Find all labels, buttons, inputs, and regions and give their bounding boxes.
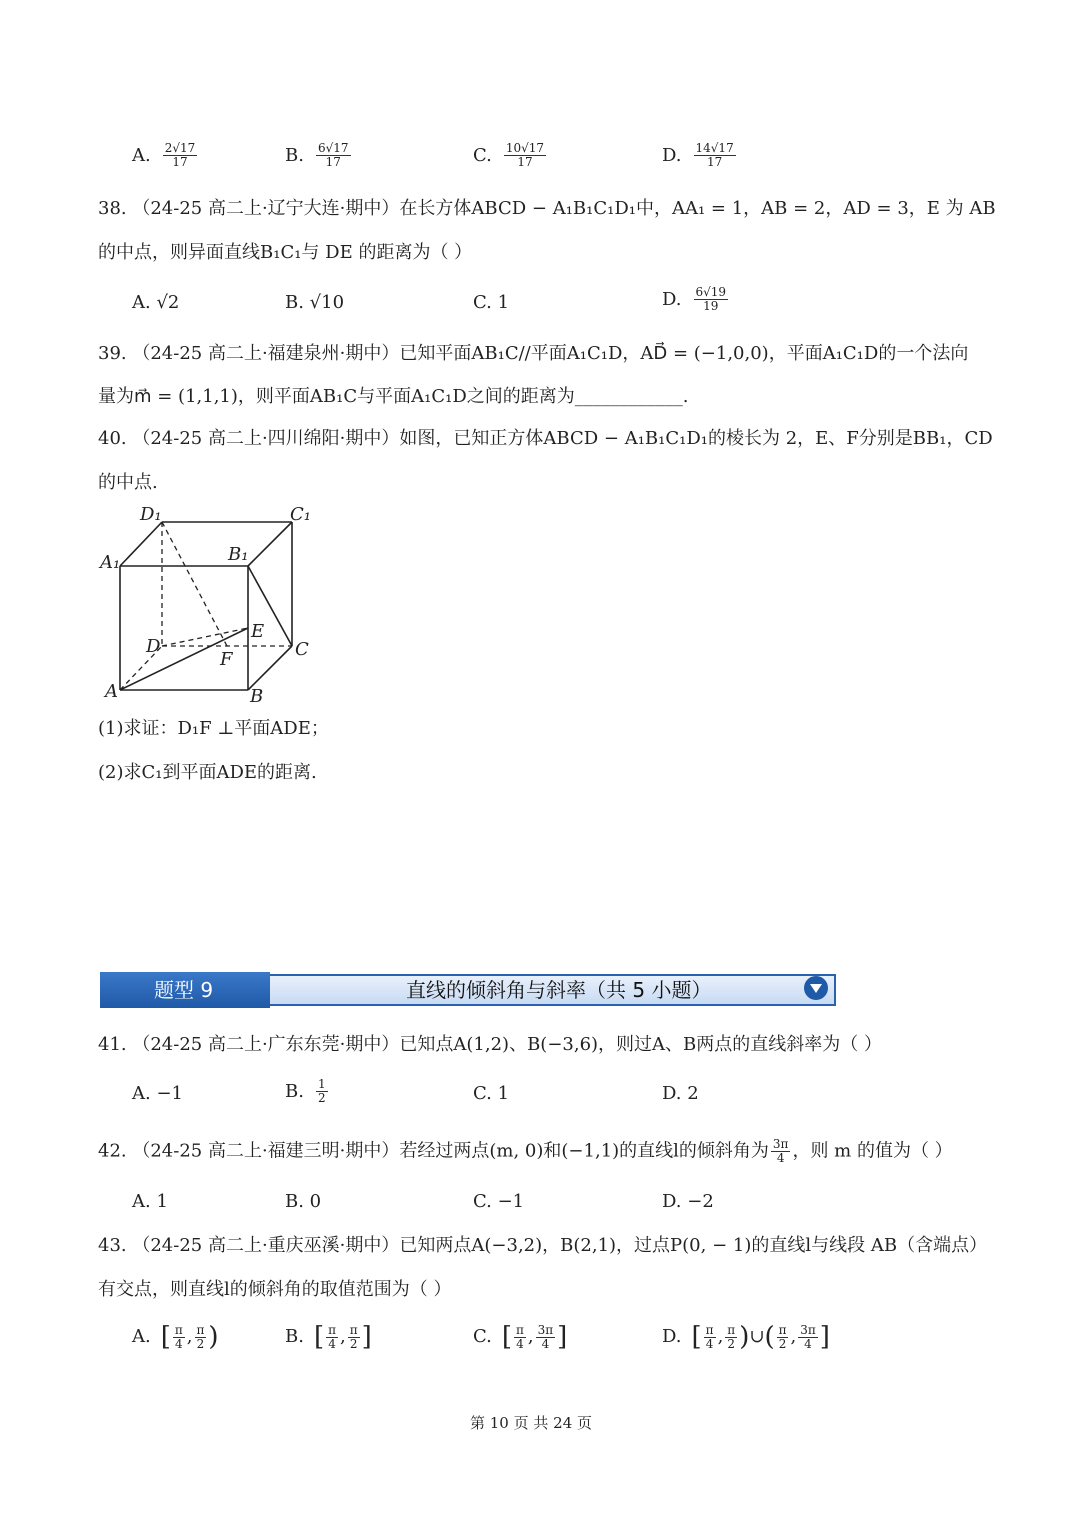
label-d: D bbox=[146, 636, 161, 657]
fraction: $\frac{3\pi}{4}$ bbox=[772, 1137, 789, 1165]
fraction: $\frac{\pi}{4}$ bbox=[174, 1322, 183, 1351]
label-c1: C₁ bbox=[290, 504, 311, 525]
q41-option-d: D. 2 bbox=[662, 1083, 699, 1104]
fraction: $\frac{3\pi}{4}$ bbox=[800, 1322, 816, 1351]
fraction: $\frac{14√17}{17}$ bbox=[695, 141, 734, 169]
page-footer: 第 10 页 共 24 页 bbox=[470, 1414, 593, 1432]
q43-option-d: D. [ $\frac{\pi}{4}$ , $\frac{\pi}{2}$ )∪( $\frac{\pi}{2}$ , $\frac{3\pi}{4}$ ] bbox=[662, 1322, 830, 1352]
fraction: $\frac{\pi}{4}$ bbox=[705, 1322, 714, 1351]
edge-bc bbox=[248, 646, 292, 690]
label-b1: B₁ bbox=[228, 544, 249, 565]
q43-option-b: B. [ $\frac{\pi}{4}$ , $\frac{\pi}{2}$ ] bbox=[285, 1322, 372, 1352]
q43-stem-line2: 有交点，则直线l的倾斜角的取值范围为（ ） bbox=[98, 1279, 452, 1300]
fraction: $\frac{2√17}{17}$ bbox=[164, 141, 196, 169]
fraction: $\frac{\pi}{4}$ bbox=[328, 1322, 336, 1351]
fraction: $\frac{\pi}{2}$ bbox=[778, 1322, 787, 1351]
banner-label: 题型 9 bbox=[100, 972, 270, 1008]
q40-part2: (2)求C₁到平面ADE的距离. bbox=[98, 762, 317, 783]
banner-title: 直线的倾斜角与斜率（共 5 小题） bbox=[260, 974, 836, 1006]
fraction: $\frac{1}{2}$ bbox=[317, 1077, 326, 1105]
q38-option-c: C. 1 bbox=[473, 292, 510, 313]
q43-stem-line1: 43. （24-25 高二上·重庆巫溪·期中）已知两点A(−3,2)，B(2,1)，过点P(0, − 1)的直线l与线段 AB（含端点） bbox=[98, 1235, 988, 1256]
edge-b1c1 bbox=[248, 522, 292, 566]
label-a: A bbox=[105, 681, 118, 702]
label-b: B bbox=[250, 686, 264, 707]
q42-option-a: A. 1 bbox=[132, 1191, 168, 1212]
fraction: $\frac{6√19}{19}$ bbox=[695, 285, 727, 313]
label-a1: A₁ bbox=[100, 552, 121, 573]
q43-option-a: A. [ $\frac{\pi}{4}$ , $\frac{\pi}{2}$ ) bbox=[132, 1322, 219, 1352]
label-d1: D₁ bbox=[140, 504, 162, 525]
q38-option-a: A. √2 bbox=[132, 292, 180, 313]
edge-a1d1 bbox=[120, 522, 162, 566]
q37-option-d: D. $\frac{14√17}{17}$ bbox=[662, 141, 734, 169]
q39-stem-line2: 量为m⃗ = (1,1,1)，则平面AB₁C与平面A₁C₁D之间的距离为____________. bbox=[98, 386, 689, 407]
q39-stem-line1: 39. （24-25 高二上·福建泉州·期中）已知平面AB₁C//平面A₁C₁D，AD⃗ = (−1,0,0)，平面A₁C₁D的一个法向 bbox=[98, 343, 969, 364]
fraction: $\frac{10√17}{17}$ bbox=[505, 141, 545, 169]
q38-option-b: B. √10 bbox=[285, 292, 345, 313]
q37-option-c: C. $\frac{10√17}{17}$ bbox=[473, 141, 545, 169]
segment-de-hidden bbox=[162, 628, 248, 646]
fraction: $\frac{3\pi}{4}$ bbox=[537, 1322, 554, 1351]
q40-stem-line2: 的中点. bbox=[98, 472, 158, 493]
segment-d1f-hidden bbox=[162, 522, 227, 646]
label-f: F bbox=[220, 649, 233, 670]
q38-stem-line2: 的中点，则异面直线B₁C₁与 DE 的距离为（ ） bbox=[98, 242, 473, 263]
q38-stem-line1: 38. （24-25 高二上·辽宁大连·期中）在长方体ABCD − A₁B₁C₁D₁中，AA₁ = 1，AB = 2，AD = 3，E 为 AB bbox=[98, 198, 996, 219]
q37-option-b: B. $\frac{6√17}{17}$ bbox=[285, 141, 349, 169]
section-banner bbox=[100, 972, 836, 1008]
chevron-down-icon bbox=[804, 976, 828, 1000]
q42-option-c: C. −1 bbox=[473, 1191, 525, 1212]
fraction: $\frac{\pi}{2}$ bbox=[196, 1322, 205, 1351]
label-e: E bbox=[251, 621, 265, 642]
fraction: $\frac{\pi}{2}$ bbox=[727, 1322, 736, 1351]
cube-figure bbox=[96, 500, 326, 710]
q42-option-d: D. −2 bbox=[662, 1191, 714, 1212]
q40-stem-line1: 40. （24-25 高二上·四川绵阳·期中）如图，已知正方体ABCD − A₁B₁C₁D₁的棱长为 2，E、F分别是BB₁，CD bbox=[98, 428, 993, 449]
q42-option-b: B. 0 bbox=[285, 1191, 322, 1212]
q41-stem: 41. （24-25 高二上·广东东莞·期中）已知点A(1,2)、B(−3,6)，则过A、B两点的直线斜率为（ ） bbox=[98, 1034, 882, 1055]
q41-option-c: C. 1 bbox=[473, 1083, 510, 1104]
fraction: $\frac{\pi}{2}$ bbox=[349, 1322, 358, 1351]
q42-stem: 42. （24-25 高二上·福建三明·期中）若经过两点(m, 0)和(−1,1)的直线l的倾斜角为 $\frac{3\pi}{4}$ ，则 m 的值为（ ） bbox=[98, 1137, 953, 1165]
q41-option-a: A. −1 bbox=[132, 1083, 183, 1104]
q41-option-b: B. $\frac{1}{2}$ bbox=[285, 1077, 326, 1105]
fraction: $\frac{\pi}{4}$ bbox=[516, 1322, 524, 1351]
q37-option-a: A. $\frac{2√17}{17}$ bbox=[132, 141, 196, 169]
q40-part1: (1)求证：D₁F ⊥平面ADE； bbox=[98, 718, 329, 739]
fraction: $\frac{6√17}{17}$ bbox=[317, 141, 349, 169]
q43-option-c: C. [ $\frac{\pi}{4}$ , $\frac{3\pi}{4}$ ] bbox=[473, 1322, 568, 1352]
q38-option-d: D. $\frac{6√19}{19}$ bbox=[662, 285, 727, 313]
label-c: C bbox=[295, 639, 309, 660]
